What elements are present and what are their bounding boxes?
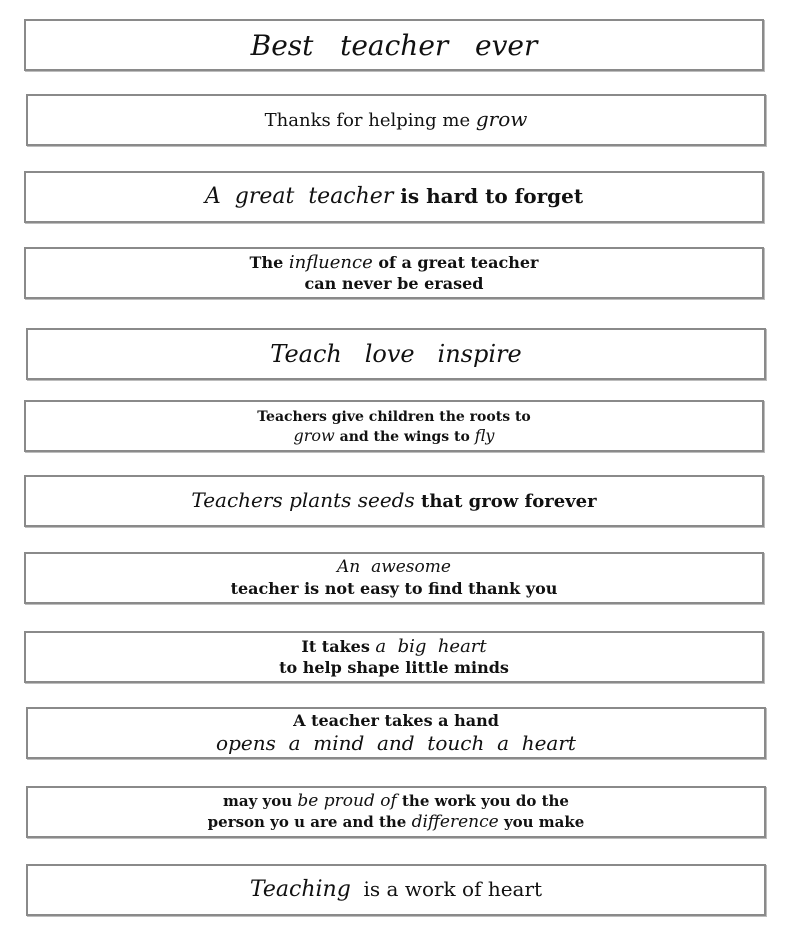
plain-text: Thanks for helping me	[264, 110, 476, 132]
script-text: A great teacher	[204, 184, 394, 210]
plain-text: is a work of heart	[350, 877, 543, 902]
quote-line	[223, 791, 569, 812]
quote-line	[293, 711, 499, 731]
plain-text: The	[249, 252, 289, 272]
plain-text: of a great teacher	[372, 252, 539, 272]
quote-strip-awesome-teacher	[24, 552, 764, 604]
script-text: be proud of	[297, 790, 397, 811]
quote-strip-work-of-heart	[26, 864, 766, 916]
quote-strip-best-teacher-ever	[24, 19, 764, 71]
quote-strip-helping-me-grow	[26, 94, 766, 146]
script-text: fly	[474, 426, 495, 445]
quote-strip-be-proud-of	[26, 786, 766, 838]
quote-line	[270, 339, 521, 369]
quote-strip-teach-love-inspire	[26, 328, 766, 380]
script-text: a big heart	[375, 635, 487, 657]
quote-strip-plants-seeds	[24, 475, 764, 527]
script-text: grow	[475, 107, 528, 132]
quote-line	[216, 731, 576, 756]
quote-strip-influence-never-erased	[24, 247, 764, 299]
plain-text: A teacher takes a hand	[293, 710, 499, 730]
script-text: Teaching	[249, 877, 351, 903]
plain-text: Teachers give children the roots to	[257, 408, 531, 425]
quote-line	[208, 812, 585, 833]
quote-line	[251, 28, 538, 63]
plain-text: person yo u are and the	[207, 813, 412, 831]
quote-line	[205, 183, 583, 211]
quote-strip-roots-and-wings	[24, 400, 764, 452]
plain-text: and the wings to	[334, 429, 475, 445]
script-text: Best teacher ever	[250, 28, 538, 62]
quote-strip-hard-to-forget	[24, 171, 764, 223]
quote-line	[294, 426, 495, 447]
plain-text: may you	[223, 791, 298, 810]
quote-line	[191, 488, 596, 514]
plain-text: is hard to forget	[393, 184, 584, 209]
script-text: opens a mind and touch a heart	[216, 730, 576, 755]
quote-line	[231, 579, 558, 599]
quote-line	[279, 658, 509, 678]
plain-text: you make	[498, 813, 585, 831]
script-text: influence	[288, 251, 373, 273]
script-text: grow	[293, 426, 335, 445]
quote-line	[305, 274, 484, 294]
quote-line	[257, 406, 531, 427]
quote-line	[250, 252, 539, 275]
quote-line	[265, 107, 528, 133]
plain-text: teacher is not easy to find thank you	[230, 578, 558, 598]
quote-line	[301, 636, 486, 659]
quote-strip-big-heart	[24, 631, 764, 683]
plain-text: to help shape little minds	[279, 658, 509, 678]
plain-text: can never be erased	[304, 274, 484, 294]
plain-text: the work you do the	[396, 791, 569, 810]
quote-strip-opens-a-mind	[26, 707, 766, 759]
script-text: difference	[411, 812, 499, 832]
quote-line	[250, 876, 542, 904]
plain-text: It takes	[301, 636, 376, 656]
plain-text: that grow forever	[414, 491, 597, 513]
quote-line	[337, 557, 451, 578]
script-text: An awesome	[337, 557, 451, 578]
script-text: Teach love inspire	[270, 340, 522, 368]
script-text: Teachers plants seeds	[191, 488, 415, 513]
